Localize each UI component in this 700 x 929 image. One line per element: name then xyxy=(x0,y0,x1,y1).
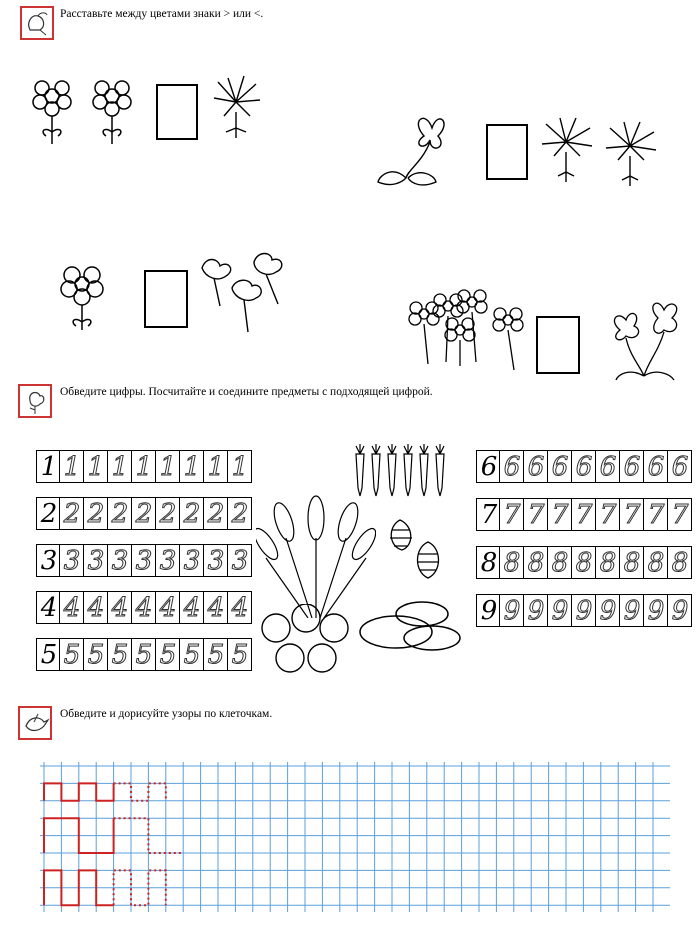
digit-trace-cell[interactable] xyxy=(180,497,204,530)
digit-glyph: 8 xyxy=(599,548,617,578)
digit-glyph: 3 xyxy=(63,546,81,576)
digit-glyph: 9 xyxy=(575,596,593,626)
digit-glyph: 9 xyxy=(480,596,498,626)
digit-glyph: 6 xyxy=(551,452,569,482)
digit-glyph: 5 xyxy=(135,640,153,670)
digit-sample-cell xyxy=(476,498,500,531)
instruction-patterns: Обведите и дорисуйте узоры по клеточкам. xyxy=(60,708,273,720)
digit-trace-cell[interactable] xyxy=(84,544,108,577)
digit-trace-cell[interactable] xyxy=(668,546,692,579)
digit-glyph: 7 xyxy=(575,500,593,530)
digit-trace-cell[interactable] xyxy=(156,638,180,671)
digit-glyph: 3 xyxy=(231,546,249,576)
digit-glyph: 1 xyxy=(40,452,58,482)
digit-glyph: 2 xyxy=(231,499,249,529)
digit-trace-cell[interactable] xyxy=(500,594,524,627)
digit-sample-cell xyxy=(36,591,60,624)
digit-glyph: 4 xyxy=(135,593,153,623)
digit-trace-cell[interactable] xyxy=(596,450,620,483)
digit-glyph: 3 xyxy=(159,546,177,576)
flowers-bouquet-5 xyxy=(404,284,534,374)
digit-trace-cell[interactable] xyxy=(84,497,108,530)
digit-glyph: 1 xyxy=(111,452,129,482)
seeds-beans xyxy=(356,596,466,656)
hazelnuts xyxy=(256,604,356,684)
digit-glyph: 5 xyxy=(231,640,249,670)
digit-trace-cell[interactable] xyxy=(132,591,156,624)
digit-glyph: 3 xyxy=(135,546,153,576)
carnations-group xyxy=(192,248,302,340)
digit-glyph: 7 xyxy=(647,500,665,530)
digit-trace-cell[interactable] xyxy=(524,498,548,531)
digit-glyph: 5 xyxy=(207,640,225,670)
digit-glyph: 2 xyxy=(135,499,153,529)
digit-glyph: 7 xyxy=(503,500,521,530)
digit-glyph: 4 xyxy=(159,593,177,623)
digit-trace-cell[interactable] xyxy=(620,450,644,483)
digit-trace-cell[interactable] xyxy=(572,450,596,483)
digit-trace-cell[interactable] xyxy=(620,498,644,531)
digit-glyph: 3 xyxy=(87,546,105,576)
digit-trace-cell[interactable] xyxy=(204,638,228,671)
digit-trace-cell[interactable] xyxy=(572,594,596,627)
instruction-digits: Обведите цифры. Посчитайте и соедините предметы с подходящей цифрой. xyxy=(60,386,433,398)
digit-trace-cell[interactable] xyxy=(108,497,132,530)
flowers-group-1 xyxy=(30,70,160,150)
digit-glyph: 1 xyxy=(159,452,177,482)
digit-glyph: 9 xyxy=(551,596,569,626)
pansy-flower xyxy=(372,108,452,192)
digit-glyph: 6 xyxy=(503,452,521,482)
digit-glyph: 9 xyxy=(623,596,641,626)
digit-glyph: 4 xyxy=(63,593,81,623)
digit-trace-cell[interactable] xyxy=(204,497,228,530)
digit-trace-cell[interactable] xyxy=(644,594,668,627)
digit-trace-cell[interactable] xyxy=(60,497,84,530)
digit-glyph: 9 xyxy=(647,596,665,626)
digit-glyph: 6 xyxy=(599,452,617,482)
digit-glyph: 1 xyxy=(231,452,249,482)
pine-cones xyxy=(384,516,448,582)
digit-trace-cell[interactable] xyxy=(180,450,204,483)
digit-glyph: 7 xyxy=(527,500,545,530)
digit-trace-cell[interactable] xyxy=(596,498,620,531)
digit-glyph: 6 xyxy=(575,452,593,482)
digit-glyph: 7 xyxy=(551,500,569,530)
digit-glyph: 9 xyxy=(599,596,617,626)
answer-box[interactable] xyxy=(536,316,580,374)
digit-trace-cell[interactable] xyxy=(524,450,548,483)
digit-trace-cell[interactable] xyxy=(204,450,228,483)
digit-trace-cell[interactable] xyxy=(524,546,548,579)
digit-glyph: 6 xyxy=(671,452,689,482)
digit-glyph: 4 xyxy=(111,593,129,623)
digit-glyph: 3 xyxy=(40,546,58,576)
digit-trace-cell[interactable] xyxy=(108,591,132,624)
digit-glyph: 2 xyxy=(87,499,105,529)
pattern-solid xyxy=(44,783,114,800)
digit-glyph: 8 xyxy=(527,548,545,578)
digit-glyph: 9 xyxy=(503,596,521,626)
digit-glyph: 3 xyxy=(207,546,225,576)
digit-trace-cell[interactable] xyxy=(548,450,572,483)
digit-trace-cell[interactable] xyxy=(108,450,132,483)
digit-trace-cell[interactable] xyxy=(500,450,524,483)
digit-trace-cell[interactable] xyxy=(500,498,524,531)
digit-glyph: 1 xyxy=(87,452,105,482)
pansies-pair xyxy=(600,296,686,386)
digit-trace-cell[interactable] xyxy=(228,638,252,671)
digit-glyph: 8 xyxy=(647,548,665,578)
digit-sample-cell xyxy=(476,594,500,627)
answer-box[interactable] xyxy=(156,84,198,140)
digit-trace-cell[interactable] xyxy=(548,546,572,579)
digit-trace-cell[interactable] xyxy=(60,450,84,483)
digit-glyph: 8 xyxy=(671,548,689,578)
digit-trace-cell[interactable] xyxy=(60,638,84,671)
digit-trace-cell[interactable] xyxy=(108,544,132,577)
digit-glyph: 1 xyxy=(207,452,225,482)
digit-glyph: 8 xyxy=(551,548,569,578)
digit-trace-cell[interactable] xyxy=(572,546,596,579)
digit-glyph: 9 xyxy=(671,596,689,626)
digit-glyph: 4 xyxy=(231,593,249,623)
cornflower xyxy=(206,72,266,144)
digit-trace-cell[interactable] xyxy=(596,546,620,579)
digit-glyph: 2 xyxy=(159,499,177,529)
digit-trace-cell[interactable] xyxy=(156,497,180,530)
digit-glyph: 4 xyxy=(87,593,105,623)
digit-glyph: 8 xyxy=(480,548,498,578)
digit-trace-cell[interactable] xyxy=(644,450,668,483)
digit-trace-cell[interactable] xyxy=(204,544,228,577)
digit-glyph: 5 xyxy=(87,640,105,670)
digit-trace-cell[interactable] xyxy=(180,544,204,577)
digit-trace-cell[interactable] xyxy=(180,638,204,671)
digit-trace-cell[interactable] xyxy=(644,498,668,531)
instruction-compare: Расставьте между цветами знаки > или <. xyxy=(60,8,264,20)
digit-glyph: 2 xyxy=(183,499,201,529)
digit-trace-cell[interactable] xyxy=(84,450,108,483)
digit-glyph: 6 xyxy=(480,452,498,482)
digit-trace-cell[interactable] xyxy=(524,594,548,627)
digit-glyph: 5 xyxy=(63,640,81,670)
digit-glyph: 9 xyxy=(527,596,545,626)
digit-glyph: 4 xyxy=(207,593,225,623)
digit-trace-cell[interactable] xyxy=(132,450,156,483)
digit-glyph: 6 xyxy=(647,452,665,482)
digit-glyph: 8 xyxy=(575,548,593,578)
digit-glyph: 4 xyxy=(40,593,58,623)
digit-glyph: 6 xyxy=(527,452,545,482)
digit-glyph: 5 xyxy=(183,640,201,670)
digit-trace-cell[interactable] xyxy=(572,498,596,531)
digit-glyph: 5 xyxy=(111,640,129,670)
answer-box[interactable] xyxy=(486,124,528,180)
digit-glyph: 2 xyxy=(111,499,129,529)
digit-glyph: 5 xyxy=(159,640,177,670)
digit-glyph: 1 xyxy=(183,452,201,482)
daisy-flower xyxy=(52,258,116,334)
digit-glyph: 5 xyxy=(40,640,58,670)
answer-box[interactable] xyxy=(144,270,188,328)
digit-glyph: 7 xyxy=(480,500,498,530)
digit-trace-cell[interactable] xyxy=(156,544,180,577)
digit-trace-cell[interactable] xyxy=(668,450,692,483)
pattern-dotted xyxy=(114,783,166,800)
digit-trace-cell[interactable] xyxy=(620,594,644,627)
digit-glyph: 2 xyxy=(207,499,225,529)
digit-trace-cell[interactable] xyxy=(132,497,156,530)
digit-sample-cell xyxy=(36,497,60,530)
digit-glyph: 6 xyxy=(623,452,641,482)
digit-sample-cell xyxy=(36,544,60,577)
digit-trace-cell[interactable] xyxy=(108,638,132,671)
digit-trace-cell[interactable] xyxy=(156,591,180,624)
digit-sample-cell xyxy=(476,546,500,579)
digit-trace-cell[interactable] xyxy=(228,450,252,483)
digit-trace-cell[interactable] xyxy=(548,498,572,531)
digit-trace-cell[interactable] xyxy=(84,638,108,671)
digit-trace-cell[interactable] xyxy=(228,497,252,530)
digit-glyph: 4 xyxy=(183,593,201,623)
digit-trace-cell[interactable] xyxy=(180,591,204,624)
digit-glyph: 2 xyxy=(40,499,58,529)
digit-trace-cell[interactable] xyxy=(668,498,692,531)
cornflowers-pair xyxy=(536,114,666,194)
digit-trace-cell[interactable] xyxy=(596,594,620,627)
digit-glyph: 8 xyxy=(623,548,641,578)
digit-trace-cell[interactable] xyxy=(132,638,156,671)
digit-trace-cell[interactable] xyxy=(620,546,644,579)
digit-trace-cell[interactable] xyxy=(204,591,228,624)
grid-paper[interactable] xyxy=(40,762,670,912)
digit-trace-cell[interactable] xyxy=(156,450,180,483)
digit-trace-cell[interactable] xyxy=(500,546,524,579)
digit-trace-cell[interactable] xyxy=(228,544,252,577)
digit-trace-cell[interactable] xyxy=(668,594,692,627)
flower-bud-icon xyxy=(20,6,54,40)
digit-trace-cell[interactable] xyxy=(228,591,252,624)
digit-glyph: 1 xyxy=(135,452,153,482)
digit-trace-cell[interactable] xyxy=(84,591,108,624)
digit-sample-cell xyxy=(476,450,500,483)
bird-icon xyxy=(18,706,52,740)
digit-trace-cell[interactable] xyxy=(644,546,668,579)
digit-glyph: 7 xyxy=(671,500,689,530)
digit-glyph: 3 xyxy=(183,546,201,576)
rose-icon xyxy=(18,384,52,418)
digit-glyph: 3 xyxy=(111,546,129,576)
digit-sample-cell xyxy=(36,450,60,483)
digit-trace-cell[interactable] xyxy=(548,594,572,627)
digit-glyph: 2 xyxy=(63,499,81,529)
digit-sample-cell xyxy=(36,638,60,671)
digit-glyph: 7 xyxy=(623,500,641,530)
digit-glyph: 1 xyxy=(63,452,81,482)
digit-glyph: 7 xyxy=(599,500,617,530)
digit-trace-cell[interactable] xyxy=(60,544,84,577)
digit-trace-cell[interactable] xyxy=(60,591,84,624)
digit-glyph: 8 xyxy=(503,548,521,578)
digit-trace-cell[interactable] xyxy=(132,544,156,577)
